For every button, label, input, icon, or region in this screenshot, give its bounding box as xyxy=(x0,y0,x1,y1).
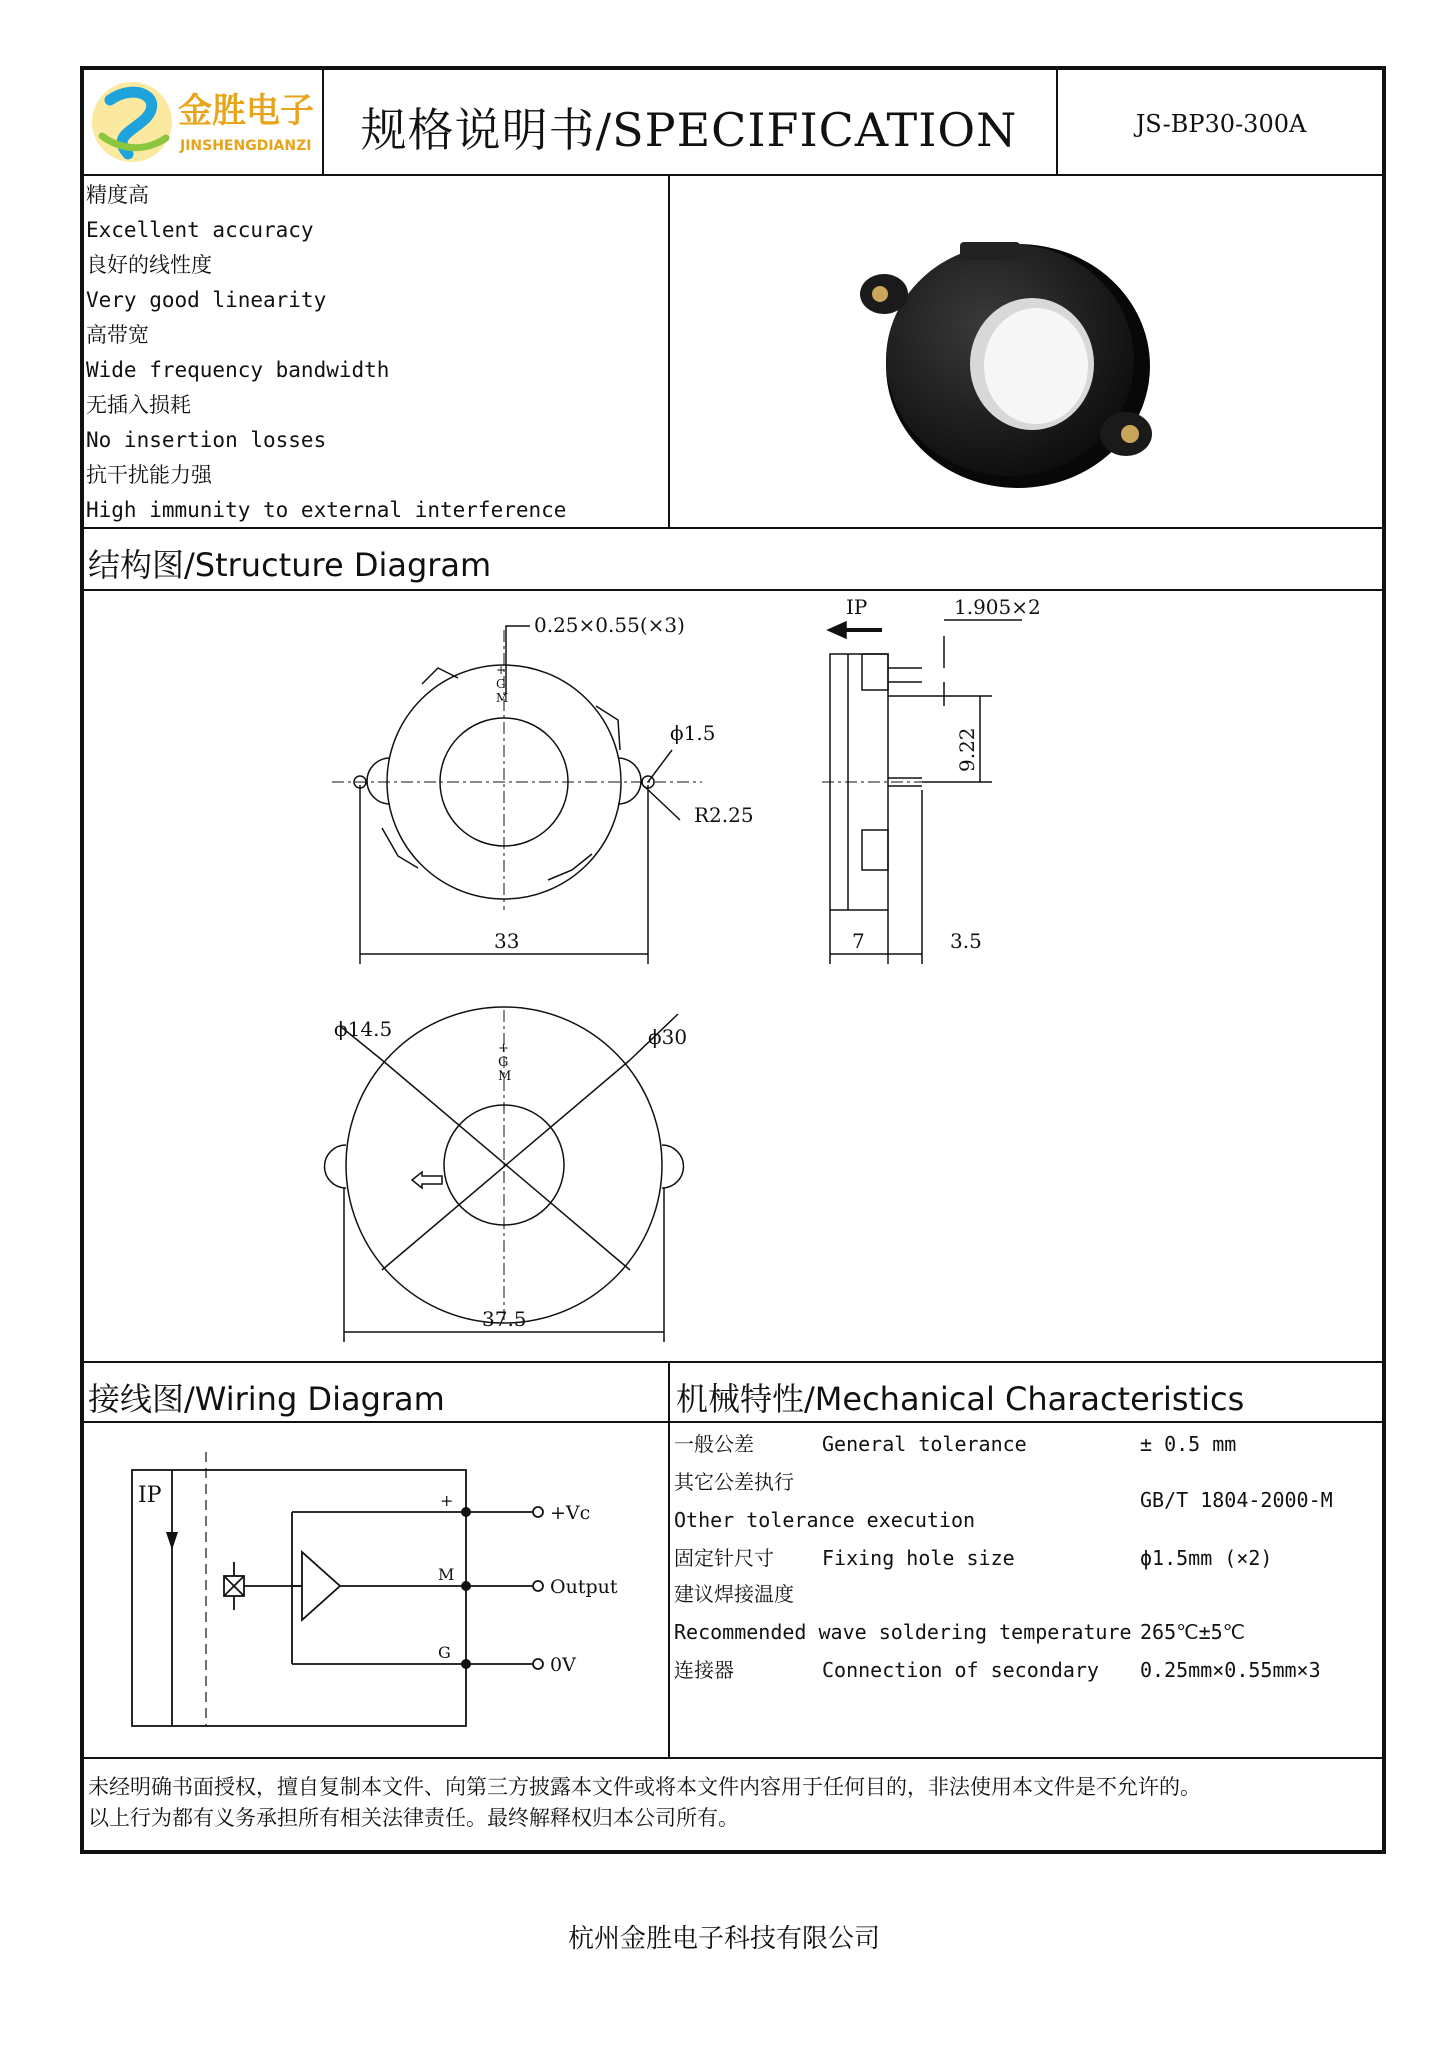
label-total-w: 37.5 xyxy=(482,1307,527,1331)
wiring-out-output: Output xyxy=(550,1576,618,1598)
structure-diagram xyxy=(82,590,1384,1360)
wiring-pin-m: M xyxy=(438,1565,455,1584)
wiring-out-vc: +Vc xyxy=(550,1502,591,1524)
logo-cn-text: 金胜电子 xyxy=(178,91,314,131)
feature-line: 精度高 xyxy=(86,183,149,207)
label-radius: R2.25 xyxy=(694,803,754,827)
label-pin-m: M xyxy=(496,691,509,705)
features-list xyxy=(86,178,664,528)
divider-lower-top xyxy=(82,1361,1384,1363)
mech-cn-connector: 连接器 xyxy=(674,1658,734,1682)
mech-cn-hole: 固定针尺寸 xyxy=(674,1546,774,1570)
divider-lower-mid xyxy=(668,1362,670,1757)
company-logo xyxy=(88,74,314,170)
feature-line: Wide frequency bandwidth xyxy=(86,358,390,382)
mech-val-other: GB/T 1804-2000-M xyxy=(1140,1488,1333,1512)
company-footer: 杭州金胜电子科技有限公司 xyxy=(567,1924,880,1954)
mech-val-general: ± 0.5 mm xyxy=(1140,1432,1237,1456)
label-height: 9.22 xyxy=(955,727,979,772)
feature-line: 无插入损耗 xyxy=(86,393,191,417)
feature-line: High immunity to external interference xyxy=(86,498,567,522)
page-title: 规格说明书/SPECIFICATION xyxy=(360,103,1018,157)
label-ip: IP xyxy=(846,595,868,619)
mech-en-connector: Connection of secondary xyxy=(822,1658,1099,1682)
label-hole: ϕ1.5 xyxy=(670,721,716,745)
label-outer-d: ϕ30 xyxy=(648,1025,688,1049)
feature-line: Very good linearity xyxy=(86,288,327,312)
logo-swoosh-icon xyxy=(88,74,314,170)
feature-line: 良好的线性度 xyxy=(86,253,212,277)
mech-val-connector: 0.25mm×0.55mm×3 xyxy=(1140,1658,1321,1682)
mech-en-general: General tolerance xyxy=(822,1432,1027,1456)
wiring-pin-plus: + xyxy=(440,1491,454,1510)
wiring-pin-g: G xyxy=(438,1643,451,1662)
label-width: 33 xyxy=(494,929,520,953)
product-photo xyxy=(850,222,1170,502)
divider-header xyxy=(82,174,1384,176)
mech-cn-general: 一般公差 xyxy=(674,1432,754,1456)
mech-val-hole: ϕ1.5mm (×2) xyxy=(1140,1546,1273,1570)
wiring-heading: 接线图/Wiring Diagram xyxy=(88,1380,445,1418)
mech-cn-solder: 建议焊接温度 xyxy=(674,1582,794,1606)
feature-line: 高带宽 xyxy=(86,323,149,347)
structure-heading: 结构图/Structure Diagram xyxy=(88,546,492,584)
mech-val-solder: 265℃±5℃ xyxy=(1140,1620,1246,1644)
feature-line: No insertion losses xyxy=(86,428,327,452)
feature-line: Excellent accuracy xyxy=(86,218,314,242)
notice-line: 未经明确书面授权，擅自复制本文件、向第三方披露本文件或将本文件内容用于任何目的，非法使用本文件是不允许的。 xyxy=(88,1775,1201,1799)
legal-notice xyxy=(88,1772,1378,1834)
label-pin-size: 0.25×0.55(×3) xyxy=(534,613,685,637)
notice-line: 以上行为都有义务承担所有相关法律责任。最终解释权归本公司所有。 xyxy=(88,1806,739,1830)
divider-notice-top xyxy=(82,1757,1384,1759)
mechanical-table xyxy=(674,1428,1380,1753)
label-pin-plus: + xyxy=(496,663,507,677)
label-bottom-g: G xyxy=(498,1055,509,1070)
mech-en-other: Other tolerance execution xyxy=(674,1508,976,1532)
label-inner-d: ϕ14.5 xyxy=(334,1017,393,1041)
logo-en-text: JINSHENGDIANZI xyxy=(180,138,312,154)
mech-en-solder: Recommended wave soldering temperature xyxy=(674,1620,1132,1644)
mech-en-hole: Fixing hole size xyxy=(822,1546,1015,1570)
label-pitch: 1.905×2 xyxy=(954,595,1041,619)
label-pin-g: G xyxy=(496,677,506,691)
divider-features xyxy=(668,175,670,527)
label-bottom-m: M xyxy=(498,1069,512,1084)
model-number: JS-BP30-300A xyxy=(1135,110,1307,138)
label-bottom-plus: + xyxy=(498,1041,509,1056)
feature-line: 抗干扰能力强 xyxy=(86,463,212,487)
mechanical-heading: 机械特性/Mechanical Characteristics xyxy=(676,1380,1245,1418)
wiring-diagram xyxy=(82,1422,668,1756)
wiring-out-0v: 0V xyxy=(550,1654,576,1676)
label-pin-len: 3.5 xyxy=(950,929,982,953)
mech-cn-other: 其它公差执行 xyxy=(674,1470,794,1494)
label-depth: 7 xyxy=(852,929,865,953)
wiring-ip-label: IP xyxy=(138,1483,162,1508)
